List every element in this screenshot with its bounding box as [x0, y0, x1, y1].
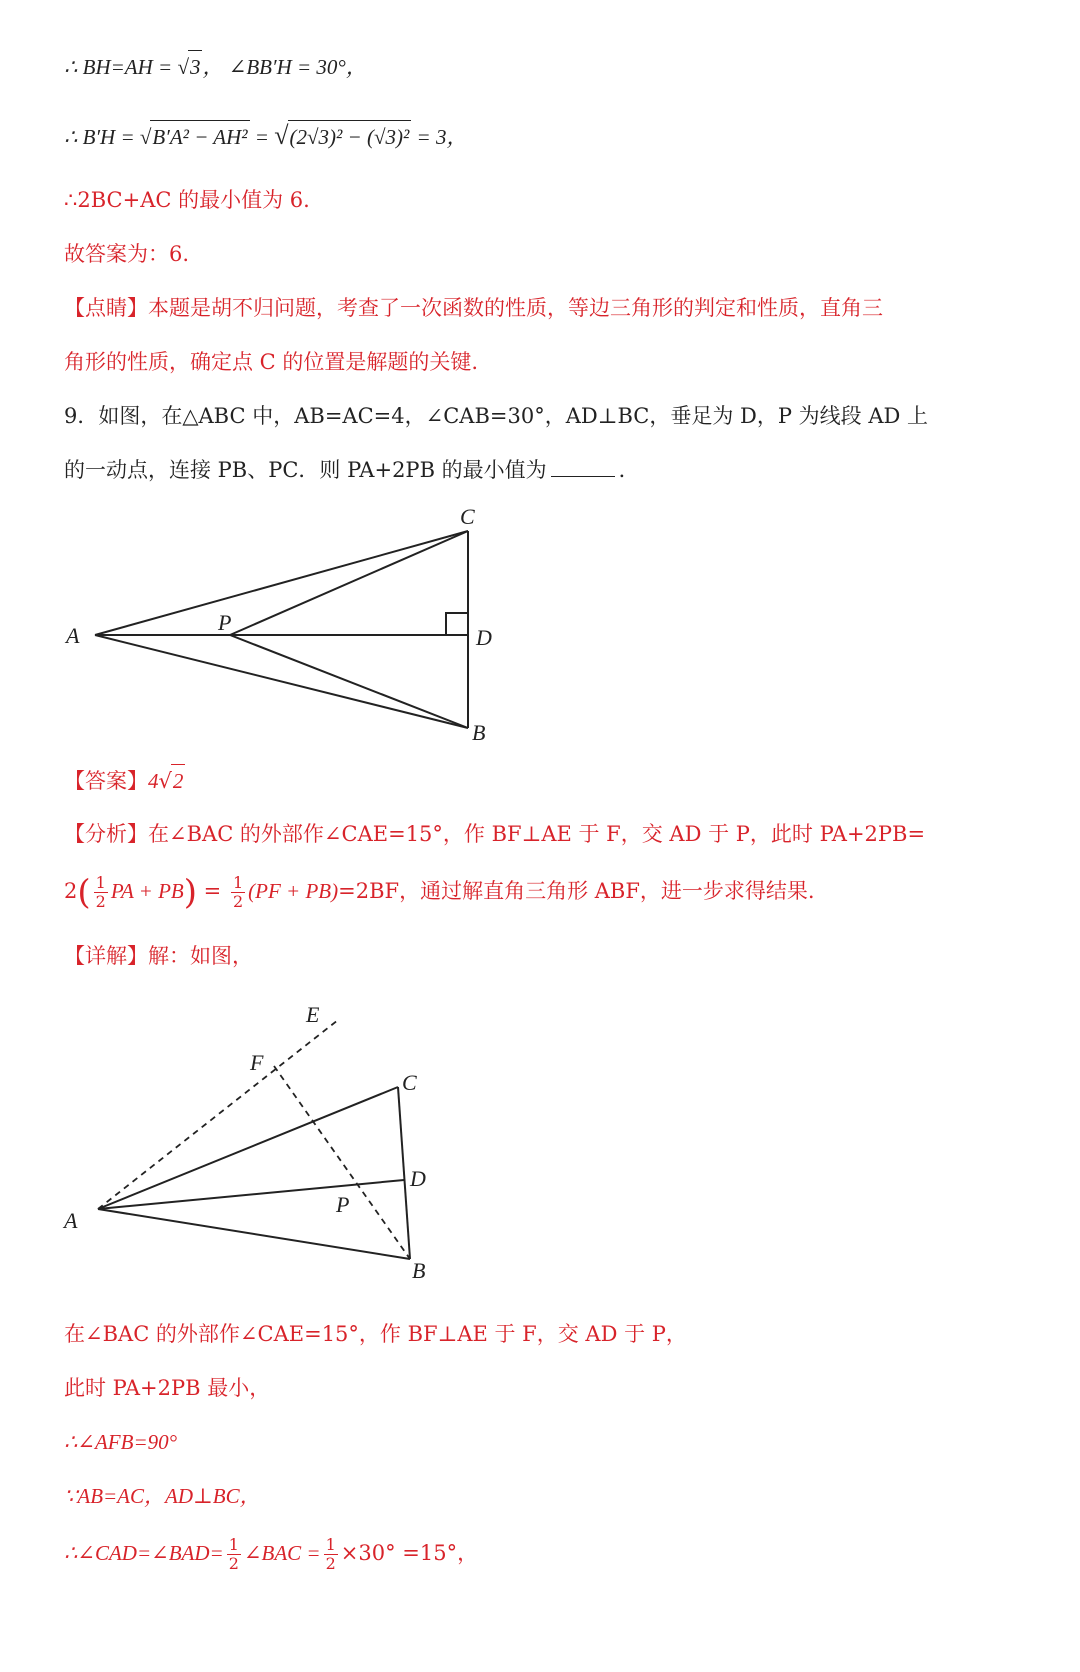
step-min-value: ∴2BC+AC 的最小值为 6.	[64, 188, 310, 212]
sqrt-sign: √	[177, 55, 189, 79]
solution-line-1: 在∠BAC 的外部作∠CAE=15°，作 BF⊥AE 于 F，交 AD 于 P，	[64, 1322, 687, 1346]
radicand: 3	[188, 50, 203, 83]
comment-line-1: 【点睛】本题是胡不归问题，考查了一次函数的性质，等边三角形的判定和性质，直角三	[64, 296, 883, 320]
answer-value: 4	[148, 769, 159, 793]
numerator: 1	[232, 873, 244, 892]
text: ∴∠CAD=∠BAD=	[64, 1541, 224, 1565]
numerator: 1	[325, 1535, 336, 1554]
text: =	[249, 125, 275, 149]
text: ∴ B′H =	[64, 125, 140, 149]
text: = 3，	[411, 125, 468, 149]
text: ∴ BH=AH =	[64, 55, 178, 79]
text: ， ∠BB′H = 30°，	[202, 55, 367, 79]
solution-line-2: 此时 PA+2PB 最小，	[64, 1376, 271, 1400]
label-a: A	[64, 1208, 78, 1233]
label-c: C	[460, 504, 475, 529]
segment-bf	[274, 1066, 410, 1259]
label-e: E	[306, 1002, 320, 1027]
paren: )	[183, 872, 197, 913]
fraction	[324, 1536, 338, 1573]
solution-line-5	[64, 1536, 478, 1573]
solution-line-4: ∵AB=AC，AD⊥BC，	[64, 1484, 261, 1508]
question-9-line-1: 9．如图，在△ABC 中，AB=AC=4，∠CAB=30°，AD⊥BC，垂足为 D，P 为线段 AD 上	[64, 404, 929, 428]
analysis-line-1: 【分析】在∠BAC 的外部作∠CAE=15°，作 BF⊥AE 于 F，交 AD 于 P，此时 PA+2PB=	[64, 822, 926, 846]
segment-ac	[98, 1087, 398, 1209]
denominator: 2	[95, 892, 106, 911]
text: =	[197, 879, 228, 903]
denominator: 2	[232, 892, 244, 911]
text: (PF + PB)	[248, 879, 339, 903]
solution-line-3: ∴∠AFB=90°	[64, 1430, 178, 1454]
comment-line-2: 角形的性质，确定点 C 的位置是解题的关键.	[64, 350, 479, 374]
radicand: (2√3)² − (√3)²	[288, 120, 412, 153]
fraction	[227, 1536, 241, 1573]
text: =2BF，通过解直角三角形 ABF，进一步求得结果.	[338, 879, 815, 903]
paren: (	[77, 872, 91, 913]
text: PA + PB	[110, 879, 184, 903]
denominator: 2	[228, 1554, 239, 1573]
radicand: B′A² − AH²	[150, 120, 249, 153]
label-f: F	[250, 1050, 264, 1075]
text: ×30° =15°，	[340, 1541, 479, 1565]
sqrt-sign: √	[139, 125, 152, 149]
label-b: B	[472, 720, 486, 745]
text: 2	[64, 879, 78, 903]
text: ∠BAC =	[243, 1541, 321, 1565]
detail-heading: 【详解】解：如图，	[64, 944, 253, 968]
label-b: B	[412, 1258, 426, 1283]
answer-line: 故答案为：6.	[64, 242, 190, 266]
sqrt-sign: √	[274, 121, 289, 150]
text: 的一动点，连接 PB、PC．则 PA+2PB 的最小值为	[64, 458, 547, 482]
denominator: 2	[325, 1554, 336, 1573]
label-d: D	[410, 1166, 426, 1191]
label-d: D	[476, 625, 492, 650]
numerator: 1	[228, 1535, 239, 1554]
label-p: P	[218, 610, 232, 635]
label-p: P	[336, 1192, 350, 1217]
numerator: 1	[95, 873, 106, 892]
label-c: C	[402, 1070, 417, 1095]
answer-label: 【答案】	[64, 769, 148, 793]
segment-ab	[98, 1209, 410, 1259]
text: ．	[618, 458, 640, 482]
segment-bc	[398, 1087, 410, 1259]
sqrt-sign: √	[158, 769, 172, 793]
label-a: A	[66, 623, 80, 648]
ray-ae	[98, 1020, 338, 1209]
radicand: 2	[171, 764, 186, 797]
